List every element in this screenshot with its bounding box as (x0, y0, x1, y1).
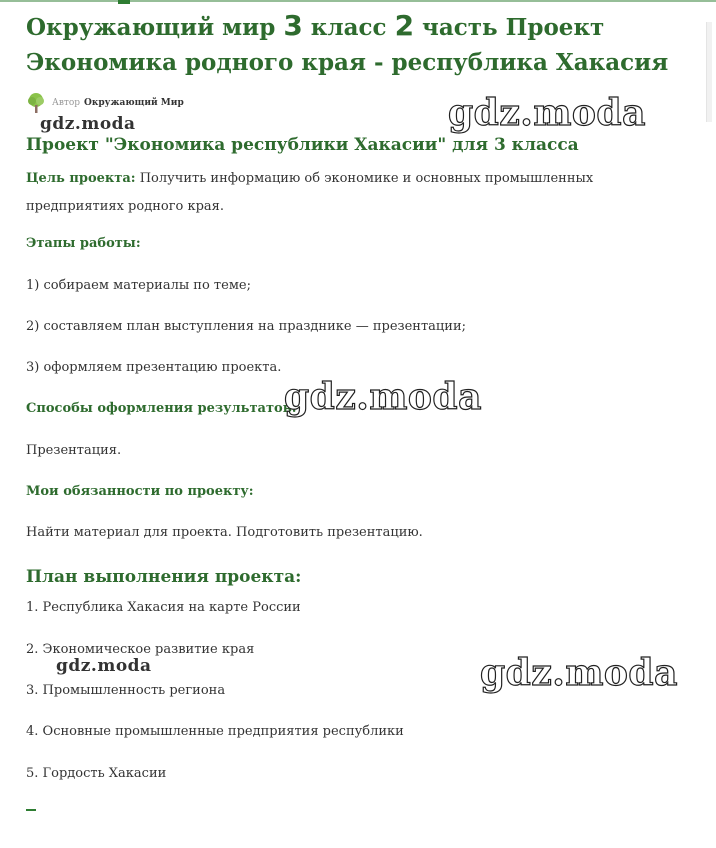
author-line (26, 92, 184, 114)
top-border-accent (118, 0, 130, 4)
goal-label: Цель проекта: (26, 171, 136, 186)
stage-item: 1) собираем материалы по теме; (26, 278, 251, 293)
top-border (0, 0, 716, 2)
plan-item: 1. Республика Хакасия на карте России (26, 600, 301, 615)
plan-item: 2. Экономическое развитие края (26, 642, 255, 657)
page-title: Окружающий мир 3 класс 2 часть Проект Экономика родного края - республика Хакасия (26, 9, 669, 76)
plan-item: 5. Гордость Хакасии (26, 766, 167, 781)
duties-label: Мои обязанности по проекту: (26, 484, 254, 499)
formats-label: Способы оформления результатов: (26, 401, 297, 416)
watermark: gdz.moda (40, 114, 136, 134)
author-link[interactable]: Окружающий Мир (84, 98, 184, 108)
formats-text: Презентация. (26, 443, 122, 458)
plan-item: 4. Основные промышленные предприятия республики (26, 724, 404, 739)
watermark: gdz.moda (56, 656, 152, 676)
section-title: Проект "Экономика республики Хакасии" для 3 класса (26, 135, 579, 155)
author-label: Автор (52, 98, 81, 108)
duties-text: Найти материал для проекта. Подготовить презентацию. (26, 525, 423, 540)
tree-icon (26, 92, 46, 114)
watermark: gdz.moda (284, 376, 482, 418)
stages-label: Этапы работы: (26, 236, 141, 251)
stage-item: 3) оформляем презентацию проекта. (26, 360, 282, 375)
watermark: gdz.moda (448, 92, 646, 134)
end-dash (26, 809, 36, 811)
scrollbar[interactable] (702, 22, 716, 122)
watermark: gdz.moda (480, 652, 678, 694)
goal-paragraph (26, 165, 686, 221)
stage-item: 2) составляем план выступления на празднике — презентации; (26, 319, 466, 334)
plan-title: План выполнения проекта: (26, 567, 302, 587)
goal-text: Получить информацию об экономике и основных промышленных предприятиях родного края. (26, 171, 594, 214)
plan-item: 3. Промышленность региона (26, 683, 226, 698)
